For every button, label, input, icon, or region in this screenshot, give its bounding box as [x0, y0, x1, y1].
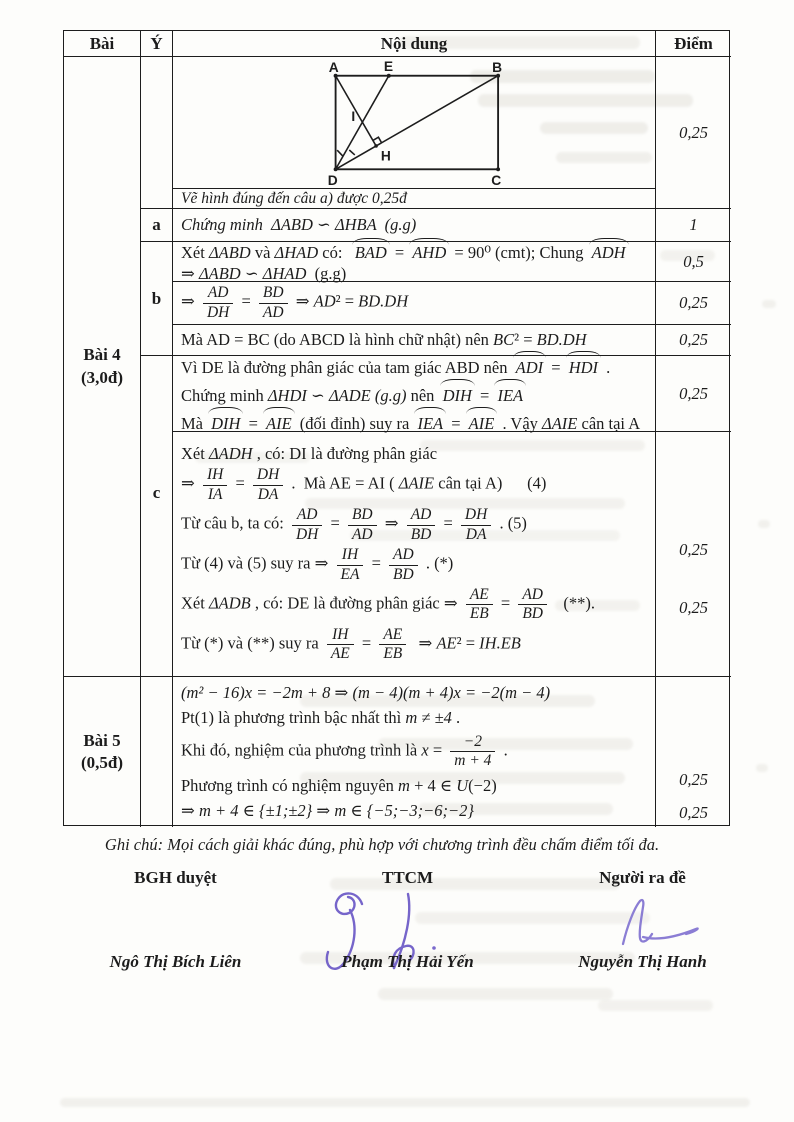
signer-name: Nguyễn Thị Hanh [578, 952, 707, 971]
score-value: 0,25 [679, 770, 708, 789]
solution-b2 [173, 282, 656, 325]
score-b1 [656, 242, 731, 282]
solution-line: Từ (*) và (**) suy ra $\frac{IH}{AE}$ = $\frac{AE}{EB}$ ⇒ AE² = IH.EB [181, 625, 521, 663]
part-c-label: c [141, 356, 173, 677]
bleed-smudge [762, 300, 776, 308]
header-noi-dung: Nội dung [173, 31, 656, 57]
score-value: 0,25 [679, 383, 708, 403]
bleed-smudge [598, 1000, 713, 1011]
vertex-label-e: E [383, 58, 394, 74]
signer-name: Phạm Thị Hải Yến [341, 952, 474, 971]
score-b3 [656, 325, 731, 356]
signature-title: Người ra đề [599, 868, 686, 887]
angle-tick-2 [349, 150, 355, 155]
vertex-label-a: A [328, 59, 339, 75]
problem-4-label [64, 57, 141, 677]
problem-5-title: Bài 5 [83, 730, 121, 750]
segment-ah [336, 76, 376, 146]
header-bai: Bài [64, 31, 141, 57]
solution-line: Mà DIH = AIE (đối đỉnh) suy ra IEA = AIE . Vậy ΔAIE cân tại A [181, 409, 651, 435]
figure-cell [173, 57, 656, 189]
score-value: 0,25 [679, 540, 708, 559]
score-c1 [656, 356, 731, 432]
point-label-i: I [351, 109, 356, 125]
header-y: Ý [141, 31, 173, 57]
solution-line: ⇒ m + 4 ∈ {±1;±2} ⇒ m ∈ {−5;−3;−6;−2} [181, 800, 474, 820]
signature-ink-author [613, 896, 713, 956]
point-label-h: H [380, 148, 391, 164]
part-b-label: b [141, 242, 173, 356]
bleed-smudge [378, 988, 613, 1000]
solution-line: Mà AD = BC (do ABCD là hình chữ nhật) nên BC² = BD.DH [181, 330, 587, 349]
signer-name: Ngô Thị Bích Liên [109, 952, 242, 971]
solution-line: Chứng minh ΔABD ∽ ΔHBA (g.g) [181, 215, 417, 234]
solution-line: Xét ΔADB , có: DE là đường phân giác ⇒ $\frac{AE}{EB}$ = $\frac{AD}{BD}$ (**). [181, 585, 595, 623]
figure-caption: Vẽ hình đúng đến câu a) được 0,25đ [173, 189, 656, 209]
signature-column-bgh [83, 868, 268, 971]
solution-c1 [173, 356, 656, 432]
vertex-label-d: D [327, 173, 338, 188]
signature-column-author [550, 868, 735, 971]
score-figure [656, 57, 731, 209]
vertex-label-b: B [492, 59, 503, 75]
solution-line: Phương trình có nghiệm nguyên m + 4 ∈ U(−2) [181, 775, 497, 795]
problem-4-title: Bài 4 [83, 345, 121, 365]
solution-line: Khi đó, nghiệm của phương trình là x = $\frac{-2}{m + 4}$ . [181, 733, 508, 770]
bleed-smudge [758, 520, 770, 528]
problem-5-points: (0,5đ) [80, 753, 124, 772]
score-value: 0,25 [679, 598, 708, 617]
score-a [656, 209, 731, 242]
solution-bai5 [173, 677, 656, 827]
solution-line: ⇒ ΔABD ∽ ΔHAD (g.g) [181, 264, 347, 283]
diagonal-db [336, 76, 499, 170]
score-bai5 [656, 677, 731, 827]
score-value: 0,25 [679, 330, 708, 349]
score-value: 0,25 [679, 803, 708, 822]
score-b2 [656, 282, 731, 325]
solution-line: Vì DE là đường phân giác của tam giác ABD nên ADI = HDI . [181, 353, 651, 379]
solution-line: ⇒ $\frac{AD}{DH}$ = $\frac{BD}{AD}$ ⇒ AD² = BD.DH [181, 284, 409, 321]
problem-4-points: (3,0đ) [80, 367, 124, 387]
angle-tick-1 [337, 150, 343, 156]
solution-c2 [173, 432, 656, 677]
signature-title: TTCM [382, 868, 433, 887]
part-empty-top [141, 57, 173, 209]
solution-line: Chứng minh ΔHDI ∽ ΔADE (g.g) nên DIH = IEA [181, 381, 651, 407]
part-empty-bottom [141, 677, 173, 827]
score-value: 0,5 [683, 251, 704, 271]
score-value: 0,25 [679, 293, 708, 312]
answer-table [63, 30, 730, 826]
score-value: 1 [689, 215, 698, 234]
solution-line: Từ (4) và (5) suy ra ⇒ $\frac{IH}{EA}$ = $\frac{AD}{BD}$ . (*) [181, 546, 454, 583]
solution-a [173, 209, 656, 242]
score-value: 0,25 [679, 122, 708, 142]
solution-line: ⇒ $\frac{IH}{IA}$ = $\frac{DH}{DA}$ . Mà AE = AI ( ΔAIE cân tại A) (4) [181, 466, 547, 503]
bleed-smudge [756, 764, 768, 772]
solution-line: Xét ΔADH , có: DI là đường phân giác [181, 444, 438, 464]
header-diem: Điểm [656, 31, 731, 57]
geometry-figure [322, 58, 557, 188]
solution-line: (m² − 16)x = −2m + 8 ⇒ (m − 4)(m + 4)x = −2(m − 4) [181, 683, 551, 703]
signature-column-ttcm [315, 868, 500, 971]
solution-line: Xét ΔABD và ΔHAD có: BAD = AHD = 90⁰ (cmt); Chung ADH [181, 240, 651, 262]
bleed-smudge [60, 1098, 750, 1107]
signature-title: BGH duyệt [134, 868, 217, 887]
grading-note: Ghi chú: Mọi cách giải khác đúng, phù hợp với chương trình đều chấm điểm tối đa. [104, 835, 660, 854]
part-a-label: a [141, 209, 173, 242]
solution-line: Từ câu b, ta có: $\frac{AD}{DH}$ = $\frac{BD}{AD}$ ⇒ $\frac{AD}{BD}$ = $\frac{DH}{DA}$ . (5) [181, 506, 527, 543]
score-c2 [656, 432, 731, 677]
solution-b1 [173, 242, 656, 282]
problem-5-label [64, 677, 141, 827]
solution-line: Pt(1) là phương trình bậc nhất thì m ≠ ±4 . [181, 708, 461, 728]
vertex-label-c: C [491, 173, 502, 188]
